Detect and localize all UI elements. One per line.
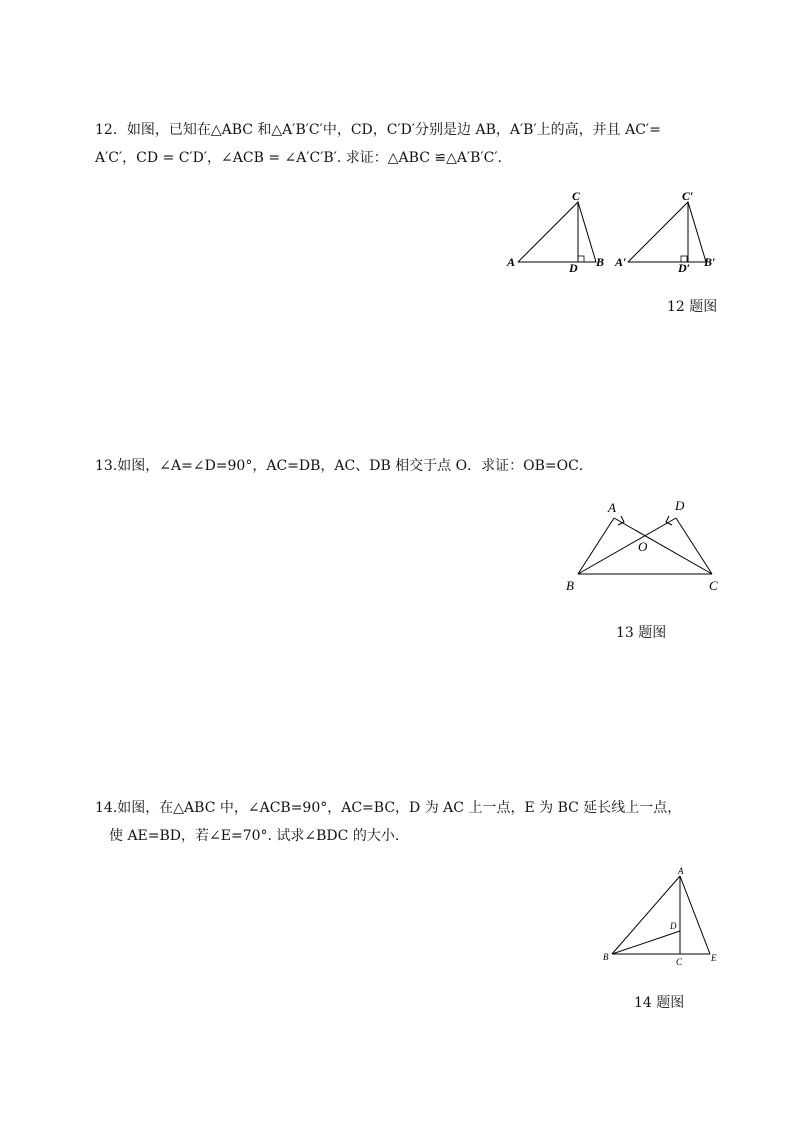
problem-14-caption: 14 题图 [634,995,685,1011]
problem-12-caption: 12 题图 [667,299,718,315]
segment-bd [578,518,676,574]
label-b: B [566,578,574,593]
label-b: B [596,255,605,269]
label-a: A [608,500,616,515]
label-b-prime: B′ [704,255,716,269]
label-d: D [670,921,677,931]
label-c: C [709,578,718,593]
right-angle-mark-d [578,256,584,262]
label-e: E [711,953,717,963]
segment-dc [676,518,712,574]
problem-12-line2: A′C′，CD = C′D′，∠ACB = ∠A′C′B′. 求证：△ABC ≌△A′B′C′. [95,150,502,166]
segment-ac [614,518,712,574]
label-d: D [675,498,685,513]
problem-13-line1: 13.如图，∠A=∠D=90°，AC=DB，AC、DB 相交于点 O．求证：OB=OC． [95,458,593,474]
problem-13-figure [560,496,730,596]
problem-14-figure [600,864,730,974]
label-a: A [678,866,684,876]
problem-12-line1: 12．如图，已知在△ABC 和△A′B′C′中，CD，C′D′分别是边 AB，A′B′上的高，并且 AC′= [95,122,661,138]
label-c-prime: C′ [682,189,694,203]
segment-ba [578,518,614,574]
segment-ae [680,876,710,954]
problem-13-caption: 13 题图 [616,625,667,641]
problem-12-figure [500,190,730,280]
label-c: C [572,189,581,203]
label-a-prime: A′ [615,255,627,269]
problem-13-text [95,452,725,480]
problem-14-line2: 使 AE=BD，若∠E=70°. 试求∠BDC 的大小. [109,828,400,844]
label-b: B [603,952,609,962]
problem-14-text [95,794,725,850]
label-o: O [638,539,648,554]
label-a: A [507,255,516,269]
label-c: C [676,957,683,967]
triangle-abc [518,202,596,262]
problem-12-text [95,116,725,172]
triangle-a1b1c1 [628,202,706,262]
problem-14-line1: 14.如图，在△ABC 中，∠ACB=90°，AC=BC，D 为 AC 上一点，E 为 BC 延长线上一点， [95,800,682,816]
label-d-prime: D′ [678,261,691,275]
label-d: D [569,261,578,275]
